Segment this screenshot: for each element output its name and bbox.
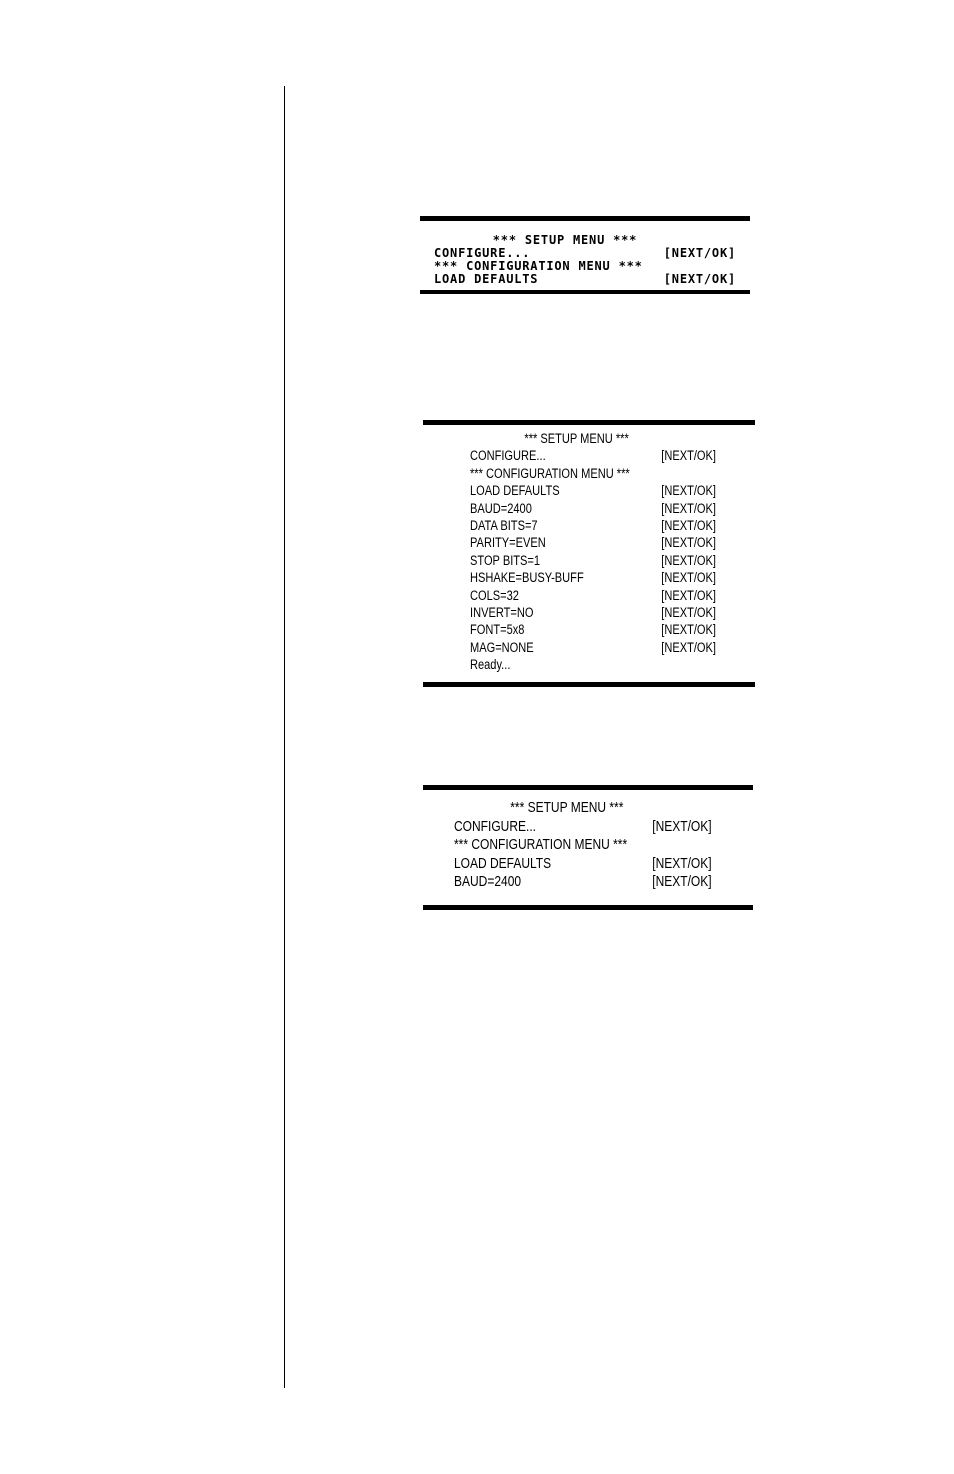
line-key: [NEXT/OK]	[661, 587, 716, 603]
paper-edge-top	[423, 420, 755, 425]
printout-line	[470, 430, 716, 447]
line-key: [NEXT/OK]	[661, 552, 716, 568]
printout-line	[470, 604, 716, 621]
paper-edge-bottom	[423, 682, 755, 687]
printout-line	[470, 656, 716, 673]
printout-line	[470, 621, 716, 638]
line-text: HSHAKE=BUSY-BUFF	[470, 570, 584, 586]
line-text: BAUD=2400	[470, 500, 532, 516]
line-key: [NEXT/OK]	[661, 622, 716, 638]
line-key: [NEXT/OK]	[661, 570, 716, 586]
printout-line	[470, 500, 716, 517]
printout-lines	[434, 234, 736, 286]
printout-line	[454, 799, 712, 818]
printout-configuration-partial	[423, 785, 753, 911]
line-text: STOP BITS=1	[470, 552, 541, 568]
line-key: [NEXT/OK]	[661, 639, 716, 655]
margin-rule	[284, 86, 285, 1388]
line-text: FONT=5x8	[470, 622, 525, 638]
printout-line	[470, 447, 716, 464]
printout-line	[470, 569, 716, 586]
line-key: [NEXT/OK]	[652, 873, 712, 891]
line-text: *** CONFIGURATION MENU ***	[434, 259, 643, 273]
printout-lines	[470, 430, 716, 674]
line-text: LOAD DEFAULTS	[454, 854, 552, 872]
line-key: [NEXT/OK]	[661, 535, 716, 551]
line-text: *** SETUP MENU ***	[510, 799, 624, 816]
line-key: [NEXT/OK]	[652, 817, 712, 835]
printout-line	[470, 465, 716, 482]
line-text: MAG=NONE	[470, 639, 534, 655]
paper-edge-bottom	[423, 905, 753, 910]
line-key: [NEXT/OK]	[661, 605, 716, 621]
line-key: [NEXT/OK]	[652, 854, 712, 872]
line-text: *** SETUP MENU ***	[492, 233, 638, 247]
printout-lines	[454, 799, 712, 892]
line-key: [NEXT/OK]	[663, 272, 736, 286]
line-text: CONFIGURE...	[470, 448, 546, 464]
line-text: COLS=32	[470, 587, 519, 603]
printout-line	[470, 517, 716, 534]
printout-configuration-full	[423, 420, 755, 688]
line-text: *** CONFIGURATION MENU ***	[454, 836, 628, 854]
line-text: LOAD DEFAULTS	[470, 483, 560, 499]
line-text: PARITY=EVEN	[470, 535, 546, 551]
printout-line	[470, 552, 716, 569]
printout-line	[434, 273, 736, 286]
line-text: CONFIGURE...	[454, 817, 537, 835]
printout-line	[454, 836, 712, 855]
line-text: DATA BITS=7	[470, 518, 538, 534]
line-key: [NEXT/OK]	[661, 518, 716, 534]
line-key: [NEXT/OK]	[663, 246, 736, 260]
line-text: *** SETUP MENU ***	[524, 431, 629, 446]
printout-setup-menu-wide	[420, 216, 750, 294]
printout-line	[470, 534, 716, 551]
printout-line	[454, 855, 712, 874]
line-key: [NEXT/OK]	[661, 448, 716, 464]
printout-line	[470, 482, 716, 499]
line-key: [NEXT/OK]	[661, 483, 716, 499]
printout-line	[470, 587, 716, 604]
line-text: INVERT=NO	[470, 605, 534, 621]
paper-edge-top	[423, 785, 753, 790]
printout-line	[454, 818, 712, 837]
line-key: [NEXT/OK]	[661, 500, 716, 516]
line-text: *** CONFIGURATION MENU ***	[470, 465, 630, 481]
line-text: LOAD DEFAULTS	[434, 272, 539, 286]
line-text: CONFIGURE...	[434, 246, 531, 260]
line-text: BAUD=2400	[454, 873, 522, 891]
printout-line	[454, 873, 712, 892]
line-text: Ready...	[470, 657, 511, 673]
paper-edge-top	[420, 216, 750, 221]
printout-line	[470, 639, 716, 656]
paper-edge-bottom	[420, 290, 750, 294]
